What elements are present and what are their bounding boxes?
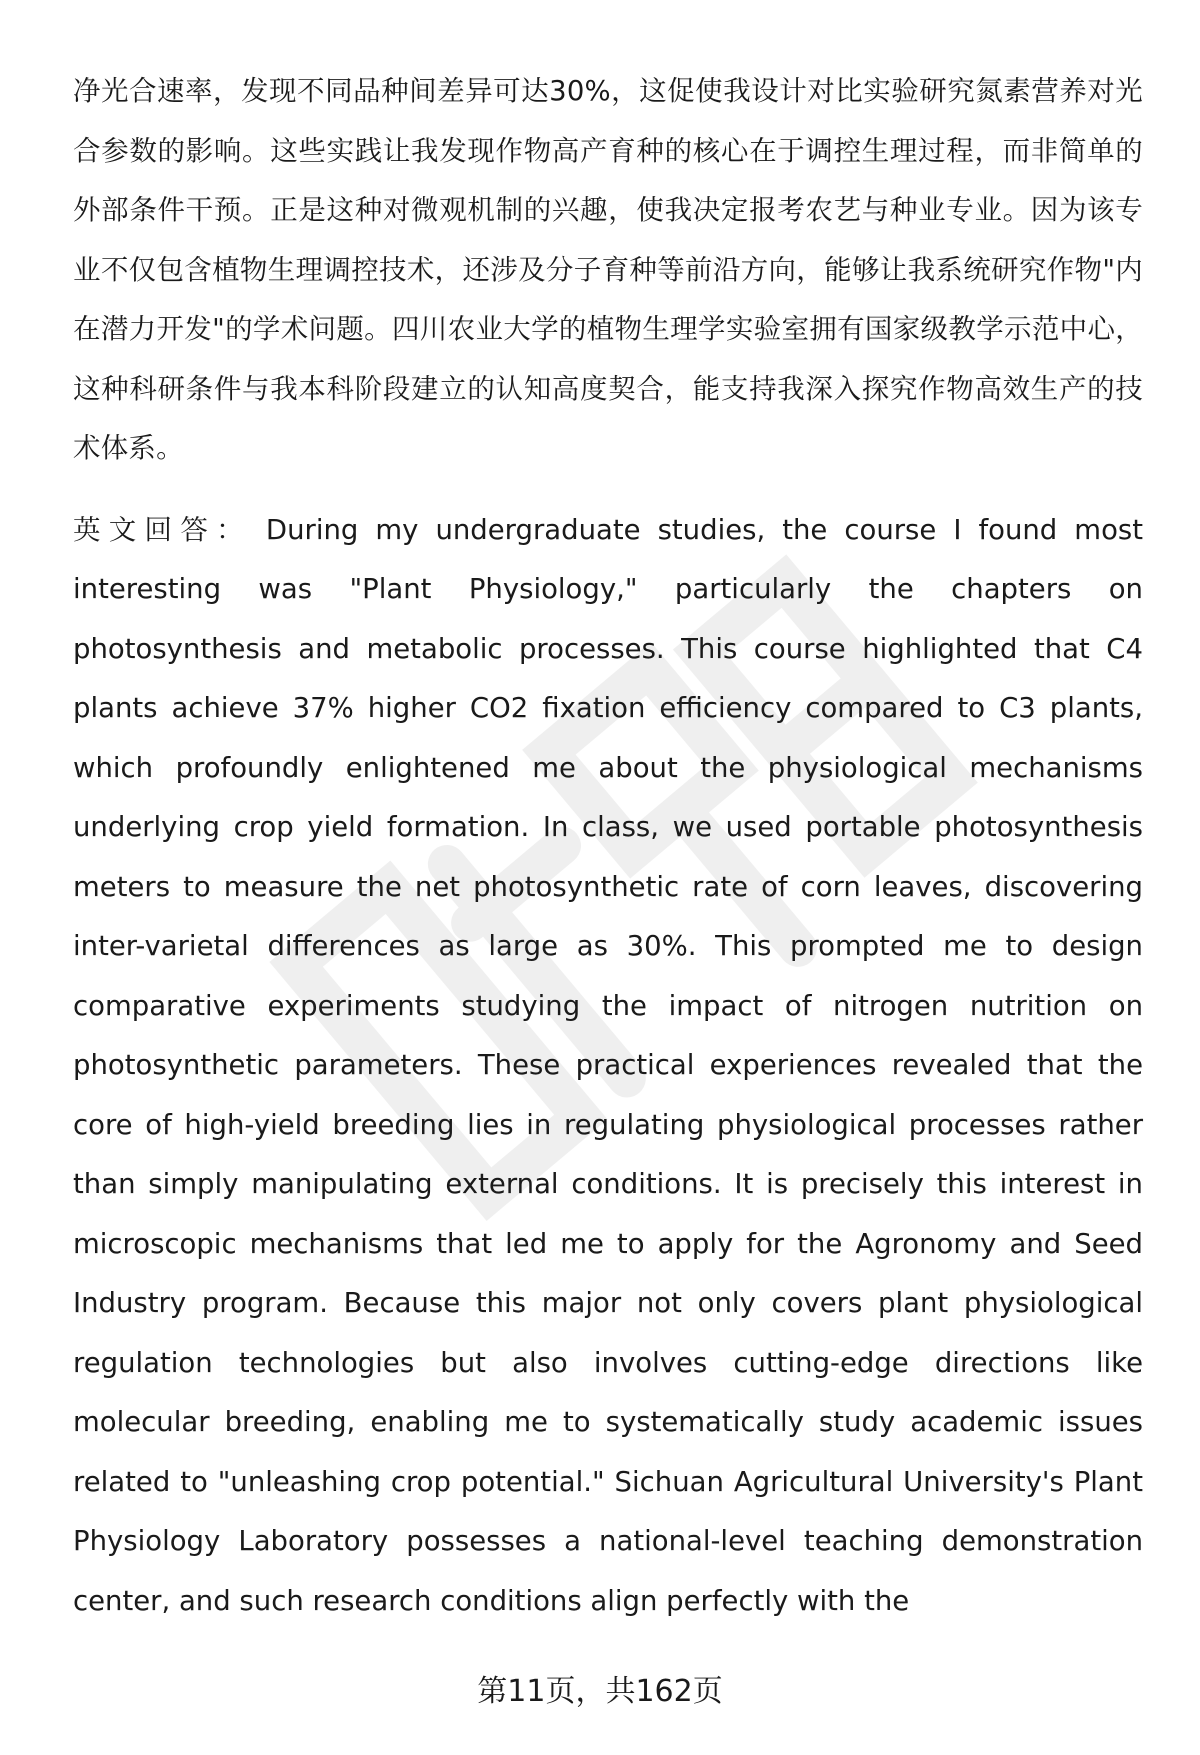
english-answer-paragraph: [73, 501, 1143, 1632]
document-body: [73, 62, 1143, 1631]
page-number-footer: 第11页，共162页: [477, 1674, 723, 1709]
english-answer-text: During my undergraduate studies, the course I found most interesting was "Plant Physiology," particularly the chapters on photosynthesis and metabolic processes. This course highlighted that C4 plants achieve 37% higher CO2 fixation efficiency compared to C3 plants, which profoundly enlightened me about the physiological mechanisms underlying crop yield formation. In class, we used portable photosynthesis meters to measure the net photosynthetic rate of corn leaves, discovering inter-varietal differences as large as 30%. This prompted me to design comparative experiments studying the impact of nitrogen nutrition on photosynthetic parameters. These practical experiences revealed that the core of high-yield breeding lies in regulating physiological processes rather than simply manipulating external conditions. It is precisely this interest in microscopic mechanisms that led me to apply for the Agronomy and Seed Industry program. Because this major not only covers plant physiological regulation technologies but also involves cutting-edge directions like molecular breeding, enabling me to systematically study academic issues related to "unleashing crop potential." Sichuan Agricultural University's Plant Physiology Laboratory possesses a national-level teaching demonstration center, and such research conditions align perfectly with the: [73, 513, 1144, 1617]
chinese-answer-paragraph: 净光合速率，发现不同品种间差异可达30%，这促使我设计对比实验研究氮素营养对光合参数的影响。这些实践让我发现作物高产育种的核心在于调控生理过程，而非简单的外部条件干预。正是这种对微观机制的兴趣，使我决定报考农艺与种业专业。因为该专业不仅包含植物生理调控技术，还涉及分子育种等前沿方向，能够让我系统研究作物"内在潜力开发"的学术问题。四川农业大学的植物生理学实验室拥有国家级教学示范中心，这种科研条件与我本科阶段建立的认知高度契合，能支持我深入探究作物高效生产的技术体系。: [73, 75, 1143, 464]
english-answer-label: 英文回答：: [73, 513, 252, 546]
